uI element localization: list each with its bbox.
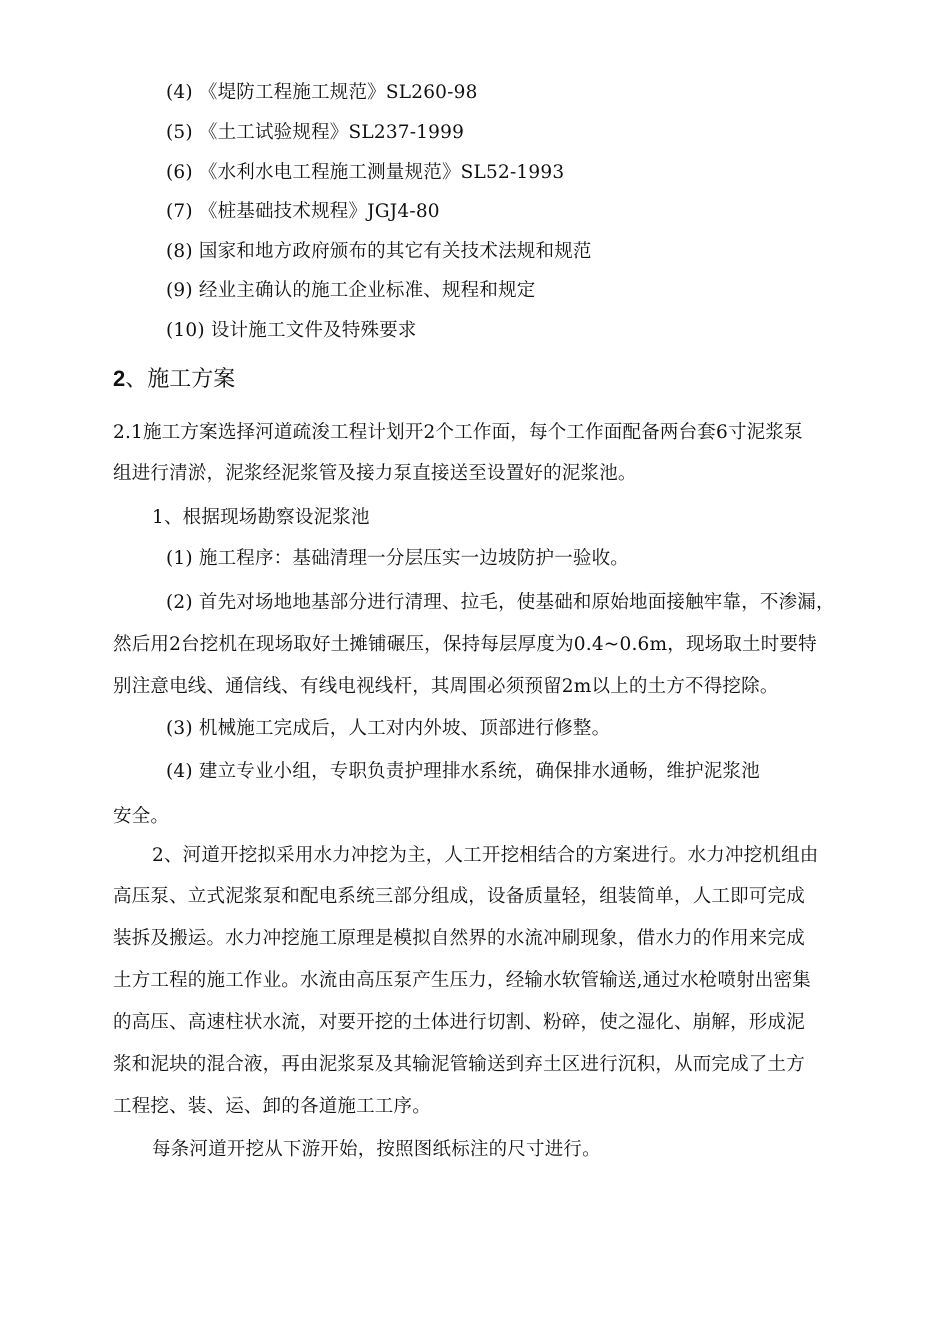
paragraph-line: 组进行清淤，泥浆经泥浆管及接力泵直接送至设置好的泥浆池。 [113, 463, 637, 484]
paragraph-line: 土方工程的施工作业。水流由高压泵产生压力，经输水软管输送,通过水枪喷射出密集 [113, 970, 811, 991]
paragraph-line: 高压泵、立式泥浆泵和配电系统三部分组成，设备质量轻，组装简单，人工即可完成 [113, 886, 805, 907]
reference-item-5: (5) 《土工试验规程》SL237-1999 [166, 122, 465, 143]
paragraph-line: 别注意电线、通信线、有线电视线杆，其周围必须预留2m以上的土方不得挖除。 [113, 676, 779, 697]
reference-item-9: (9) 经业主确认的施工企业标准、规程和规定 [166, 280, 536, 301]
section-heading-title: 、施工方案 [125, 367, 236, 392]
reference-item-7: (7) 《桩基础技术规程》JGJ4-80 [166, 201, 440, 222]
paragraph-line: (4) 建立专业小组，专职负责护理排水系统，确保排水通畅，维护泥浆池 [166, 761, 760, 782]
reference-item-10: (10) 设计施工文件及特殊要求 [166, 320, 417, 341]
reference-item-8: (8) 国家和地方政府颁布的其它有关技术法规和规范 [166, 241, 592, 262]
reference-item-6: (6) 《水利水电工程施工测量规范》SL52-1993 [166, 162, 565, 183]
paragraph-line: 2.1施工方案选择河道疏浚工程计划开2个工作面，每个工作面配备两台套6寸泥浆泵 [113, 422, 803, 443]
section-heading [113, 364, 235, 395]
paragraph-line: (3) 机械施工完成后，人工对内外坡、顶部进行修整。 [166, 718, 611, 739]
reference-item-4: (4) 《堤防工程施工规范》SL260-98 [166, 82, 478, 103]
paragraph-line: 每条河道开挖从下游开始，按照图纸标注的尺寸进行。 [152, 1139, 601, 1160]
subheading-line: 1、根据现场勘察设泥浆池 [152, 507, 370, 528]
paragraph-line: 工程挖、装、运、卸的各道施工工序。 [113, 1096, 431, 1117]
paragraph-line: 然后用2台挖机在现场取好土摊铺碾压，保持每层厚度为0.4~0.6m，现场取土时要特 [113, 634, 817, 655]
paragraph-line: (1) 施工程序：基础清理一分层压实一边坡防护一验收。 [166, 548, 629, 569]
paragraph-line: (2) 首先对场地地基部分进行清理、拉毛，使基础和原始地面接触牢靠，不渗漏， [166, 592, 835, 613]
section-heading-number: 2 [113, 366, 126, 391]
paragraph-line: 浆和泥块的混合液，再由泥浆泵及其输泥管输送到弃土区进行沉积，从而完成了土方 [113, 1054, 805, 1075]
paragraph-line: 的高压、高速柱状水流，对要开挖的土体进行切割、粉碎，使之湿化、崩解，形成泥 [113, 1012, 805, 1033]
paragraph-line: 安全。 [113, 806, 170, 827]
paragraph-line: 装拆及搬运。水力冲挖施工原理是模拟自然界的水流冲刷现象，借水力的作用来完成 [113, 928, 805, 949]
paragraph-line: 2、河道开挖拟采用水力冲挖为主，人工开挖相结合的方案进行。水力冲挖机组由 [152, 845, 819, 866]
